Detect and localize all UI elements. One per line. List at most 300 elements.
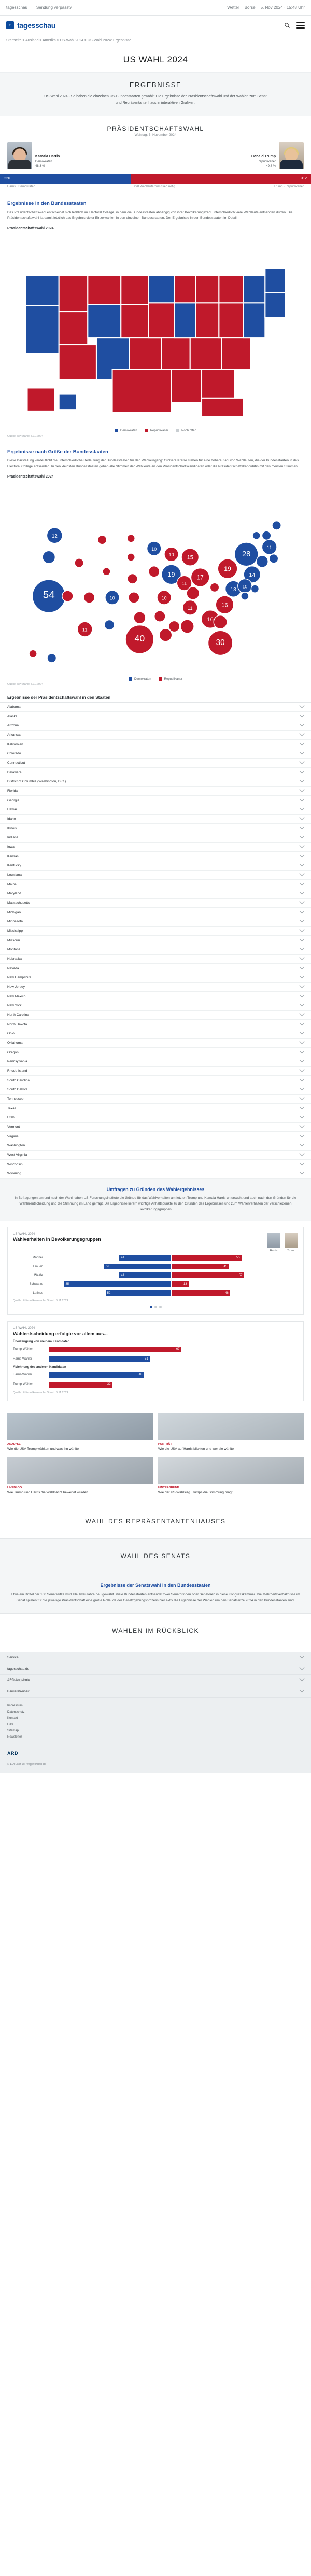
state-accordion-row[interactable] [0, 871, 311, 880]
teaser-thumb-3 [7, 1457, 153, 1484]
review-section-banner: WAHLEN IM RÜCKBLICK [0, 1613, 311, 1648]
state-accordion[interactable] [0, 702, 311, 1179]
footer-section-row[interactable] [0, 1663, 311, 1675]
pager-dot[interactable] [159, 1306, 162, 1308]
senate-section-banner: WAHL DES SENATS [0, 1538, 311, 1573]
chevron-down-icon[interactable] [300, 880, 305, 886]
chevron-down-icon[interactable] [300, 918, 305, 923]
state-name: Connecticut [7, 761, 25, 765]
poll2-bar [49, 1347, 181, 1352]
state-accordion-row[interactable] [0, 983, 311, 992]
search-icon[interactable] [284, 22, 290, 29]
polls-heading: Umfragen zu Gründen des Wahlergebnisses [106, 1187, 205, 1193]
state-bubble-value: 10 [242, 584, 248, 590]
chevron-down-icon[interactable] [300, 703, 305, 708]
chevron-down-icon[interactable] [300, 1114, 305, 1119]
state-name: Wyoming [7, 1172, 22, 1176]
chevron-down-icon[interactable] [300, 1664, 305, 1670]
chevron-down-icon[interactable] [300, 1676, 305, 1681]
chevron-down-icon[interactable] [300, 983, 305, 988]
chevron-down-icon[interactable] [300, 1132, 305, 1138]
poll-bar-trump-value: 55 [236, 1256, 240, 1259]
chevron-down-icon[interactable] [300, 1011, 305, 1016]
chevron-down-icon[interactable] [300, 908, 305, 914]
state-accordion-row[interactable] [0, 1169, 311, 1179]
poll2-group-title: Überzeugung von meinem Kandidaten [13, 1340, 70, 1344]
footer-section-label: ARD-Angebote [7, 1678, 30, 1682]
electoral-caption-right: Trump · Republikaner [274, 185, 304, 188]
poll-bar-row [13, 1263, 298, 1270]
footer-link[interactable]: Datenschutz [7, 1710, 25, 1714]
state-accordion-row[interactable] [0, 936, 311, 945]
state-accordion-row[interactable] [0, 1132, 311, 1141]
chevron-down-icon[interactable] [300, 1067, 305, 1072]
state-name: Kansas [7, 855, 19, 859]
footer-link[interactable]: Hilfe [7, 1723, 14, 1726]
poll-bar-harris-value: 52 [107, 1291, 111, 1295]
state-accordion-row[interactable] [0, 1039, 311, 1048]
chevron-down-icon[interactable] [300, 731, 305, 736]
state-bubble-value: 11 [181, 581, 187, 586]
map1-legend [4, 427, 307, 433]
state-accordion-row[interactable] [0, 1001, 311, 1011]
state-bubble[interactable] [75, 558, 83, 567]
state-bubble-value: 40 [134, 633, 145, 643]
state-accordion-row[interactable] [0, 992, 311, 1001]
state-bubble[interactable] [128, 573, 137, 583]
poll-bar-row [13, 1254, 298, 1261]
state-bubble-value: 11 [266, 544, 272, 550]
poll1-pager[interactable] [13, 1306, 298, 1308]
state-accordion-row[interactable] [0, 815, 311, 824]
state-bubble[interactable] [214, 615, 227, 628]
state-bubble[interactable] [43, 551, 55, 563]
chevron-down-icon[interactable] [300, 1048, 305, 1054]
state-accordion-row[interactable] [0, 917, 311, 927]
brand-mark-letter: t [9, 23, 11, 27]
state-accordion-row[interactable] [0, 768, 311, 777]
state-name: Colorado [7, 752, 21, 756]
state-accordion-row[interactable] [0, 1011, 311, 1020]
state-accordion-row[interactable] [0, 973, 311, 983]
teaser-thumb-2 [158, 1413, 304, 1440]
footer-links[interactable] [0, 1698, 311, 1745]
poll-bar-trump [172, 1281, 189, 1287]
state-bubble[interactable] [187, 587, 199, 599]
chevron-down-icon[interactable] [300, 1039, 305, 1044]
state-accordion-row[interactable] [0, 843, 311, 852]
state-name: South Carolina [7, 1079, 30, 1083]
state-bubble[interactable] [84, 592, 95, 603]
state-name: Ohio [7, 1032, 15, 1036]
poll-bar-harris [119, 1272, 171, 1278]
chevron-down-icon[interactable] [300, 1058, 305, 1063]
state-bubble[interactable] [210, 583, 219, 592]
harris-portrait [7, 142, 32, 169]
poll-bar-harris [64, 1281, 171, 1287]
chevron-down-icon[interactable] [300, 1095, 305, 1100]
state-accordion-row[interactable] [0, 703, 311, 712]
state-accordion-row[interactable] [0, 1029, 311, 1039]
poll-bar-trump-value: 46 [225, 1291, 229, 1295]
state-accordion-row[interactable] [0, 1151, 311, 1160]
poll1-trump-portrait [285, 1233, 298, 1248]
state-accordion-row[interactable] [0, 1104, 311, 1113]
state-bubble[interactable] [129, 592, 139, 603]
state-accordion-row[interactable] [0, 880, 311, 889]
state-name: Illinois [7, 827, 17, 831]
state-accordion-row[interactable] [0, 964, 311, 973]
state-accordion-row[interactable] [0, 1057, 311, 1067]
presidential-title: PRÄSIDENTSCHAFTSWAHL [107, 124, 204, 132]
state-accordion-row[interactable] [0, 1095, 311, 1104]
state-accordion-row[interactable] [0, 1160, 311, 1169]
utility-topbar [0, 0, 311, 16]
chevron-down-icon[interactable] [300, 712, 305, 718]
state-bubble[interactable] [104, 620, 114, 629]
footer-sections[interactable] [0, 1652, 311, 1698]
state-name: Florida [7, 789, 18, 793]
teaser-grid[interactable] [0, 1407, 311, 1504]
legend-item-open [176, 429, 196, 432]
results-intro-section [0, 73, 311, 116]
poll-bar-label: Schwarze [29, 1282, 43, 1286]
state-name: Minnesota [7, 920, 23, 924]
state-accordion-row[interactable] [0, 777, 311, 787]
teaser-title: Wie die USA Trump wählten und was ihn wählte [7, 1447, 79, 1451]
state-accordion-row[interactable] [0, 787, 311, 796]
poll-bar-trump-value: 57 [238, 1273, 243, 1277]
state-bubble[interactable] [256, 555, 268, 567]
chevron-down-icon[interactable] [300, 1160, 305, 1166]
footer-section-label: Barrierefreiheit [7, 1689, 30, 1693]
electoral-vote-bar [0, 174, 311, 184]
poll2-bar [49, 1372, 144, 1378]
map1-block [0, 193, 311, 237]
poll2-bar-value: 32 [107, 1383, 111, 1387]
state-bubble[interactable] [29, 650, 37, 657]
poll-bar-trump [172, 1255, 242, 1261]
state-name: North Carolina [7, 1013, 29, 1017]
state-bubble-value: 30 [216, 638, 225, 647]
poll2-kicker: US-WAHL 2024 [13, 1327, 35, 1331]
state-name: West Virginia [7, 1153, 27, 1157]
poll1-harris-label: Harris [270, 1249, 278, 1253]
state-accordion-row[interactable] [0, 1141, 311, 1151]
poll-bar-row [13, 1281, 298, 1287]
chevron-down-icon[interactable] [300, 1687, 305, 1692]
state-bubble[interactable] [154, 611, 165, 622]
legend-item-rep-2 [159, 677, 182, 681]
state-name: Georgia [7, 799, 20, 803]
state-name: Louisiana [7, 873, 22, 877]
state-name: Texas [7, 1107, 16, 1111]
state-bubble[interactable] [127, 535, 135, 542]
poll-bar-harris [104, 1264, 171, 1269]
chevron-down-icon[interactable] [300, 1170, 305, 1175]
state-accordion-row[interactable] [0, 1020, 311, 1029]
state-bubble[interactable] [252, 531, 260, 539]
candidate-trump [157, 142, 304, 169]
state-name: Missouri [7, 939, 20, 943]
chevron-down-icon[interactable] [300, 759, 305, 764]
presidential-subtitle: Wahltag: 5. November 2024 [134, 133, 177, 137]
state-accordion-row[interactable] [0, 824, 311, 833]
map1-label: Präsidentschaftswahl 2024 [7, 226, 54, 230]
state-accordion-row[interactable] [0, 833, 311, 843]
chevron-down-icon[interactable] [300, 852, 305, 858]
state-accordion-row[interactable] [0, 749, 311, 759]
trump-portrait [279, 142, 304, 169]
state-name: Tennessee [7, 1097, 24, 1101]
state-name: Oklahoma [7, 1041, 23, 1045]
state-name: Virginia [7, 1135, 19, 1139]
map2-label: Präsidentschaftswahl 2024 [7, 474, 54, 479]
teaser-title: Wie der US-Wahlsieg Trumps die Stimmung prägt [158, 1491, 233, 1495]
chevron-down-icon[interactable] [300, 1151, 305, 1156]
chevron-down-icon[interactable] [300, 1086, 305, 1091]
poll-bar-harris-value: 53 [106, 1265, 109, 1268]
chevron-down-icon[interactable] [300, 778, 305, 783]
electoral-needed-note: 270 Wahlleute zum Sieg nötig [134, 185, 175, 188]
chevron-down-icon[interactable] [300, 787, 305, 792]
poll2-bar-label: Harris-Wähler [13, 1357, 33, 1361]
state-bubble[interactable] [97, 535, 106, 544]
senate-box-heading: Ergebnisse der Senatswahl in den Bundesstaaten [100, 1582, 211, 1588]
state-accordion-row[interactable] [0, 889, 311, 899]
chevron-down-icon[interactable] [300, 1142, 305, 1147]
map1-source: Quelle: AP/Stand: 5.11.2024 [7, 435, 44, 438]
state-name: Arizona [7, 724, 19, 728]
poll-bar-harris [106, 1290, 171, 1296]
poll2-bar-row [13, 1355, 298, 1363]
brand-logo[interactable] [6, 21, 55, 30]
state-bubble[interactable] [241, 592, 249, 600]
state-accordion-row[interactable] [0, 927, 311, 936]
chevron-down-icon[interactable] [300, 1104, 305, 1110]
teaser-kicker: HINTERGRUND [158, 1486, 179, 1490]
state-bubble-value: 13 [230, 586, 236, 593]
chevron-down-icon[interactable] [300, 992, 305, 998]
chevron-down-icon[interactable] [300, 815, 305, 820]
state-accordion-row[interactable] [0, 1076, 311, 1085]
hamburger-icon[interactable] [296, 22, 305, 29]
chevron-down-icon[interactable] [300, 806, 305, 811]
poll1-trump-label: Trump [287, 1249, 295, 1253]
legend-label-dem: Demokraten [120, 429, 137, 432]
chevron-down-icon[interactable] [300, 936, 305, 942]
chevron-down-icon[interactable] [300, 1076, 305, 1082]
chevron-down-icon[interactable] [300, 955, 305, 960]
state-bubble[interactable] [103, 568, 110, 576]
teaser-item[interactable] [7, 1413, 153, 1452]
state-bubble-value: 14 [249, 572, 256, 578]
state-accordion-row[interactable] [0, 796, 311, 805]
harris-party: Demokraten [35, 160, 52, 163]
chevron-down-icon[interactable] [300, 890, 305, 895]
state-accordion-row[interactable] [0, 805, 311, 815]
us-bubble-map[interactable] [0, 486, 311, 691]
us-bubble-svg[interactable] [4, 488, 307, 676]
pager-dot[interactable] [150, 1306, 152, 1308]
state-accordion-row[interactable] [0, 1048, 311, 1057]
state-accordion-row[interactable] [0, 1085, 311, 1095]
state-accordion-row[interactable] [0, 759, 311, 768]
state-bubble-value: 19 [167, 570, 175, 578]
state-accordion-row[interactable] [0, 731, 311, 740]
chevron-down-icon[interactable] [300, 964, 305, 970]
state-name: Alaska [7, 715, 18, 719]
state-accordion-row[interactable] [0, 861, 311, 871]
chevron-down-icon[interactable] [300, 927, 305, 932]
poll-bar-harris-value: 41 [121, 1256, 125, 1259]
state-name: New Mexico [7, 995, 26, 999]
chevron-down-icon[interactable] [300, 1653, 305, 1658]
footer-section-row[interactable] [0, 1686, 311, 1698]
state-name: Indiana [7, 836, 19, 840]
footer-link[interactable]: Sitemap [7, 1729, 19, 1732]
footer-section-row[interactable] [0, 1652, 311, 1663]
poll2-bar-value: 67 [176, 1348, 180, 1351]
site-header [0, 16, 311, 35]
chevron-down-icon[interactable] [300, 946, 305, 951]
chevron-down-icon[interactable] [300, 899, 305, 904]
state-bubble[interactable] [251, 585, 259, 593]
poll1-title: Wahlverhalten in Bevölkerungsgruppen [13, 1237, 101, 1242]
site-footer [0, 1652, 311, 1773]
chevron-down-icon[interactable] [300, 1123, 305, 1128]
state-accordion-row[interactable] [0, 712, 311, 721]
state-bubble[interactable] [159, 628, 172, 641]
state-bubble-value: 54 [43, 589, 55, 601]
state-bubble[interactable] [62, 591, 73, 601]
chevron-down-icon[interactable] [300, 750, 305, 755]
poll-bar-label: Männer [32, 1256, 43, 1259]
chevron-down-icon[interactable] [300, 722, 305, 727]
topbar-link-wetter[interactable]: Wetter [227, 5, 239, 10]
state-bubble[interactable] [272, 521, 281, 529]
footer-link[interactable]: Impressum [7, 1704, 23, 1707]
topbar-link-0[interactable]: tagesschau [6, 5, 27, 10]
state-bubble[interactable] [149, 566, 160, 577]
state-accordion-row[interactable] [0, 740, 311, 749]
state-name: Nebraska [7, 957, 22, 961]
senate-box-text: Etwa ein Drittel der 100 Senatssitze wird alle zwei Jahre neu gewählt. Viele Bundesstaaten entsendet zwei Senatorinnen oder Senatoren in diese Kongresskammer. Die Mehrheitsverhältnisse im Senat spielen für die jeweilige Präsidentschaft eine große Rolle, da der Gesetzgebungsprozess hier aktiv die Ergebnisse der Wahlen um den Senatssitze 2024 in den Bundesstaaten sind: [11, 1592, 300, 1603]
legend-label-rep: Republikaner [150, 429, 169, 432]
breadcrumb-text: Startseite > Ausland > Amerika > US-Wahl 2024 > US-Wahl 2024: Ergebnisse [6, 39, 132, 43]
breadcrumb[interactable] [0, 35, 311, 46]
chevron-down-icon[interactable] [300, 834, 305, 839]
state-bubble[interactable] [134, 612, 146, 624]
state-name: Rhode Island [7, 1069, 27, 1073]
chevron-down-icon[interactable] [300, 1002, 305, 1007]
poll2-group-title: Ablehnung des anderen Kandidaten [13, 1366, 66, 1369]
state-name: New Jersey [7, 985, 25, 989]
state-accordion-row[interactable] [0, 1123, 311, 1132]
poll-bar-trump-value: 45 [223, 1265, 228, 1268]
pager-dot[interactable] [154, 1306, 157, 1308]
state-accordion-row[interactable] [0, 908, 311, 917]
chevron-down-icon[interactable] [300, 1030, 305, 1035]
state-bubble[interactable] [180, 620, 194, 633]
chevron-down-icon[interactable] [300, 824, 305, 830]
map2-block [0, 442, 311, 486]
state-name: Montana [7, 948, 21, 952]
poll-bar-trump-value: 13 [183, 1282, 187, 1286]
state-bubble[interactable] [262, 531, 271, 540]
poll2-bar-value: 48 [138, 1373, 143, 1377]
state-accordion-row[interactable] [0, 955, 311, 964]
topbar-link-boerse[interactable]: Börse [244, 5, 256, 10]
trump-party: Republikaner [257, 160, 276, 163]
chevron-down-icon[interactable] [300, 768, 305, 774]
chevron-down-icon[interactable] [300, 871, 305, 876]
legend-label-dem-2: Demokraten [134, 677, 151, 681]
footer-section-label: tagesschau.de [7, 1667, 30, 1671]
poll2-bar-label: Harris-Wähler [13, 1373, 33, 1377]
state-accordion-row[interactable] [0, 721, 311, 731]
chevron-down-icon[interactable] [300, 1020, 305, 1026]
state-name: Alabama [7, 705, 21, 709]
chevron-down-icon[interactable] [300, 796, 305, 802]
us-map-svg[interactable] [4, 240, 307, 427]
page-title-block [0, 46, 311, 73]
chevron-down-icon[interactable] [300, 974, 305, 979]
footer-link[interactable]: Newsletter [7, 1735, 22, 1739]
state-accordion-row[interactable] [0, 1067, 311, 1076]
footer-link[interactable]: Kontakt [7, 1716, 18, 1720]
teaser-item[interactable] [158, 1413, 304, 1452]
state-bubble[interactable] [269, 554, 278, 563]
state-name: Massachusetts [7, 901, 30, 905]
brand-name: tagesschau [17, 21, 56, 30]
teaser-item[interactable] [7, 1457, 153, 1495]
teaser-kicker: PORTRÄT [158, 1443, 172, 1446]
state-accordion-row[interactable] [0, 1113, 311, 1123]
state-bubble[interactable] [127, 553, 135, 561]
chevron-down-icon[interactable] [300, 862, 305, 867]
poll-card-demographics [7, 1227, 304, 1315]
state-name: South Dakota [7, 1088, 28, 1092]
state-name: Pennsylvania [7, 1060, 27, 1064]
results-intro-text: US-Wahl 2024 - So haben die einzelnen US-Bundesstaaten gewählt: Die Ergebnisse der Präsidentschaftswahl und der Wahlen zum Senat und Repräsentantenhaus in interaktiven Grafiken. [44, 95, 267, 105]
state-name: District of Columbia (Washington, D.C.) [7, 780, 66, 784]
state-name: Maine [7, 883, 17, 887]
state-name: Iowa [7, 845, 15, 849]
poll-bar-label: Weiße [34, 1273, 43, 1277]
poll-bar-harris [119, 1255, 171, 1261]
chevron-down-icon[interactable] [300, 740, 305, 746]
teaser-item[interactable] [158, 1457, 304, 1495]
state-accordion-row[interactable] [0, 852, 311, 861]
state-name: Nevada [7, 967, 19, 971]
footer-section-row[interactable] [0, 1675, 311, 1686]
state-bubble-value: 11 [82, 627, 88, 633]
state-accordion-row[interactable] [0, 945, 311, 955]
topbar-link-1[interactable]: Sendung verpasst? [36, 5, 72, 10]
electoral-bar-harris: 226 [0, 174, 131, 184]
state-name: Kalifornien [7, 743, 23, 747]
state-accordion-row[interactable] [0, 899, 311, 908]
state-bubble[interactable] [169, 621, 180, 632]
state-bubble[interactable] [47, 653, 56, 662]
us-choropleth-map[interactable] [0, 237, 311, 442]
legend-item-dem [115, 429, 137, 432]
state-bubble-value: 12 [51, 533, 58, 539]
chevron-down-icon[interactable] [300, 843, 305, 848]
state-bubble-value: 19 [224, 565, 231, 572]
map2-legend [4, 675, 307, 682]
